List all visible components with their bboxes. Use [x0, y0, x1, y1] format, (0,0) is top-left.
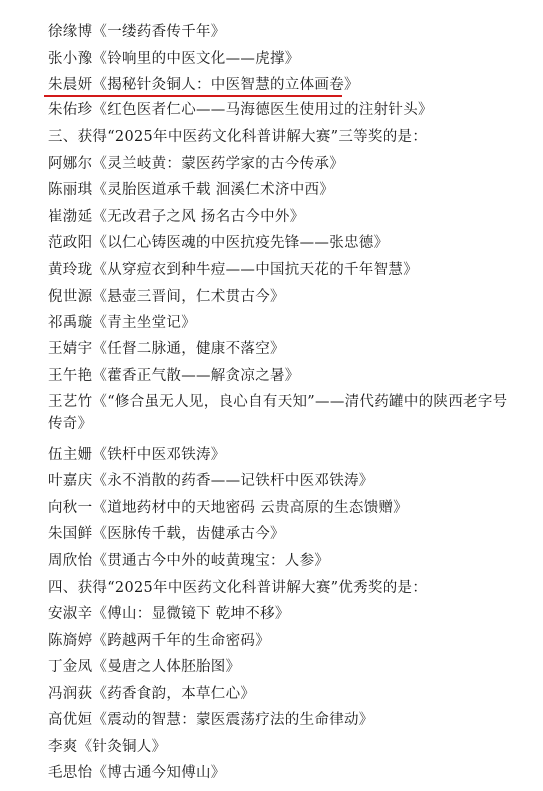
award-entry: 阿娜尔《灵兰岐黄：蒙医药学家的古今传承》	[48, 156, 344, 172]
award-entry: 范政阳《以仁心铸医魂的中医抗疫先锋——张忠德》	[48, 235, 389, 251]
award-entry: 黄玲珑《从穿痘衣到种牛痘——中国抗天花的千年智慧》	[48, 262, 418, 278]
award-entry: 毛思怡《博古通今知傅山》	[48, 765, 226, 781]
award-entry: 倪世源《悬壶三晋间，仁术贯古今》	[48, 289, 285, 305]
award-entry: 伍主姗《铁杆中医邓铁涛》	[48, 447, 226, 463]
award-entry: 祁禹璇《青主坐堂记》	[48, 315, 196, 331]
award-entry: 王婧宇《任督二脉通，健康不落空》	[48, 341, 285, 357]
award-entry: 高优姮《震动的智慧：蒙医震荡疗法的生命律动》	[48, 712, 374, 728]
award-entry: 陈丽琪《灵胎医道承千载 洄溪仁术济中西》	[48, 182, 335, 198]
red-underline-mark	[44, 95, 342, 97]
section-heading-third-prize: 三、获得“2025年中医药文化科普讲解大赛”三等奖的是：	[48, 129, 428, 145]
award-entry: 朱佑珍《红色医者仁心——马海德医生使用过的注射针头》	[48, 102, 433, 118]
award-entry-multiline: 王艺竹《“修合虽无人见，良心自有天知”——清代药罐中的陕西老字号传奇》	[48, 394, 508, 432]
award-entry: 张小豫《铃响里的中医文化——虎撑》	[48, 51, 300, 67]
award-entry: 崔渤延《无改君子之风 扬名古今中外》	[48, 209, 305, 225]
award-entry: 陈旖婷《跨越两千年的生命密码》	[48, 633, 270, 649]
award-entry-highlighted: 朱晨妍《揭秘针灸铜人：中医智慧的立体画卷》	[48, 77, 359, 93]
award-entry: 朱国鲜《医脉传千载，齿健承古今》	[48, 526, 285, 542]
section-heading-excellence-prize: 四、获得“2025年中医药文化科普讲解大赛”优秀奖的是：	[48, 580, 428, 596]
award-entry: 王午艳《藿香正气散——解贪凉之暑》	[48, 368, 300, 384]
award-entry: 徐缘博《一缕药香传千年》	[48, 24, 226, 40]
award-entry: 丁金凤《曼唐之人体胚胎图》	[48, 659, 241, 675]
award-entry: 冯润荻《药香食韵，本草仁心》	[48, 686, 256, 702]
award-entry: 叶嘉庆《永不消散的药香——记铁杆中医邓铁涛》	[48, 473, 374, 489]
award-entry: 安淑辛《傅山：显微镜下 乾坤不移》	[48, 606, 290, 622]
award-entry: 周欣怡《贯通古今中外的岐黄瑰宝：人参》	[48, 553, 330, 569]
award-entry: 向秋一《道地药材中的天地密码 云贵高原的生态馈赠》	[48, 500, 409, 516]
award-entry: 李爽《针灸铜人》	[48, 739, 167, 755]
